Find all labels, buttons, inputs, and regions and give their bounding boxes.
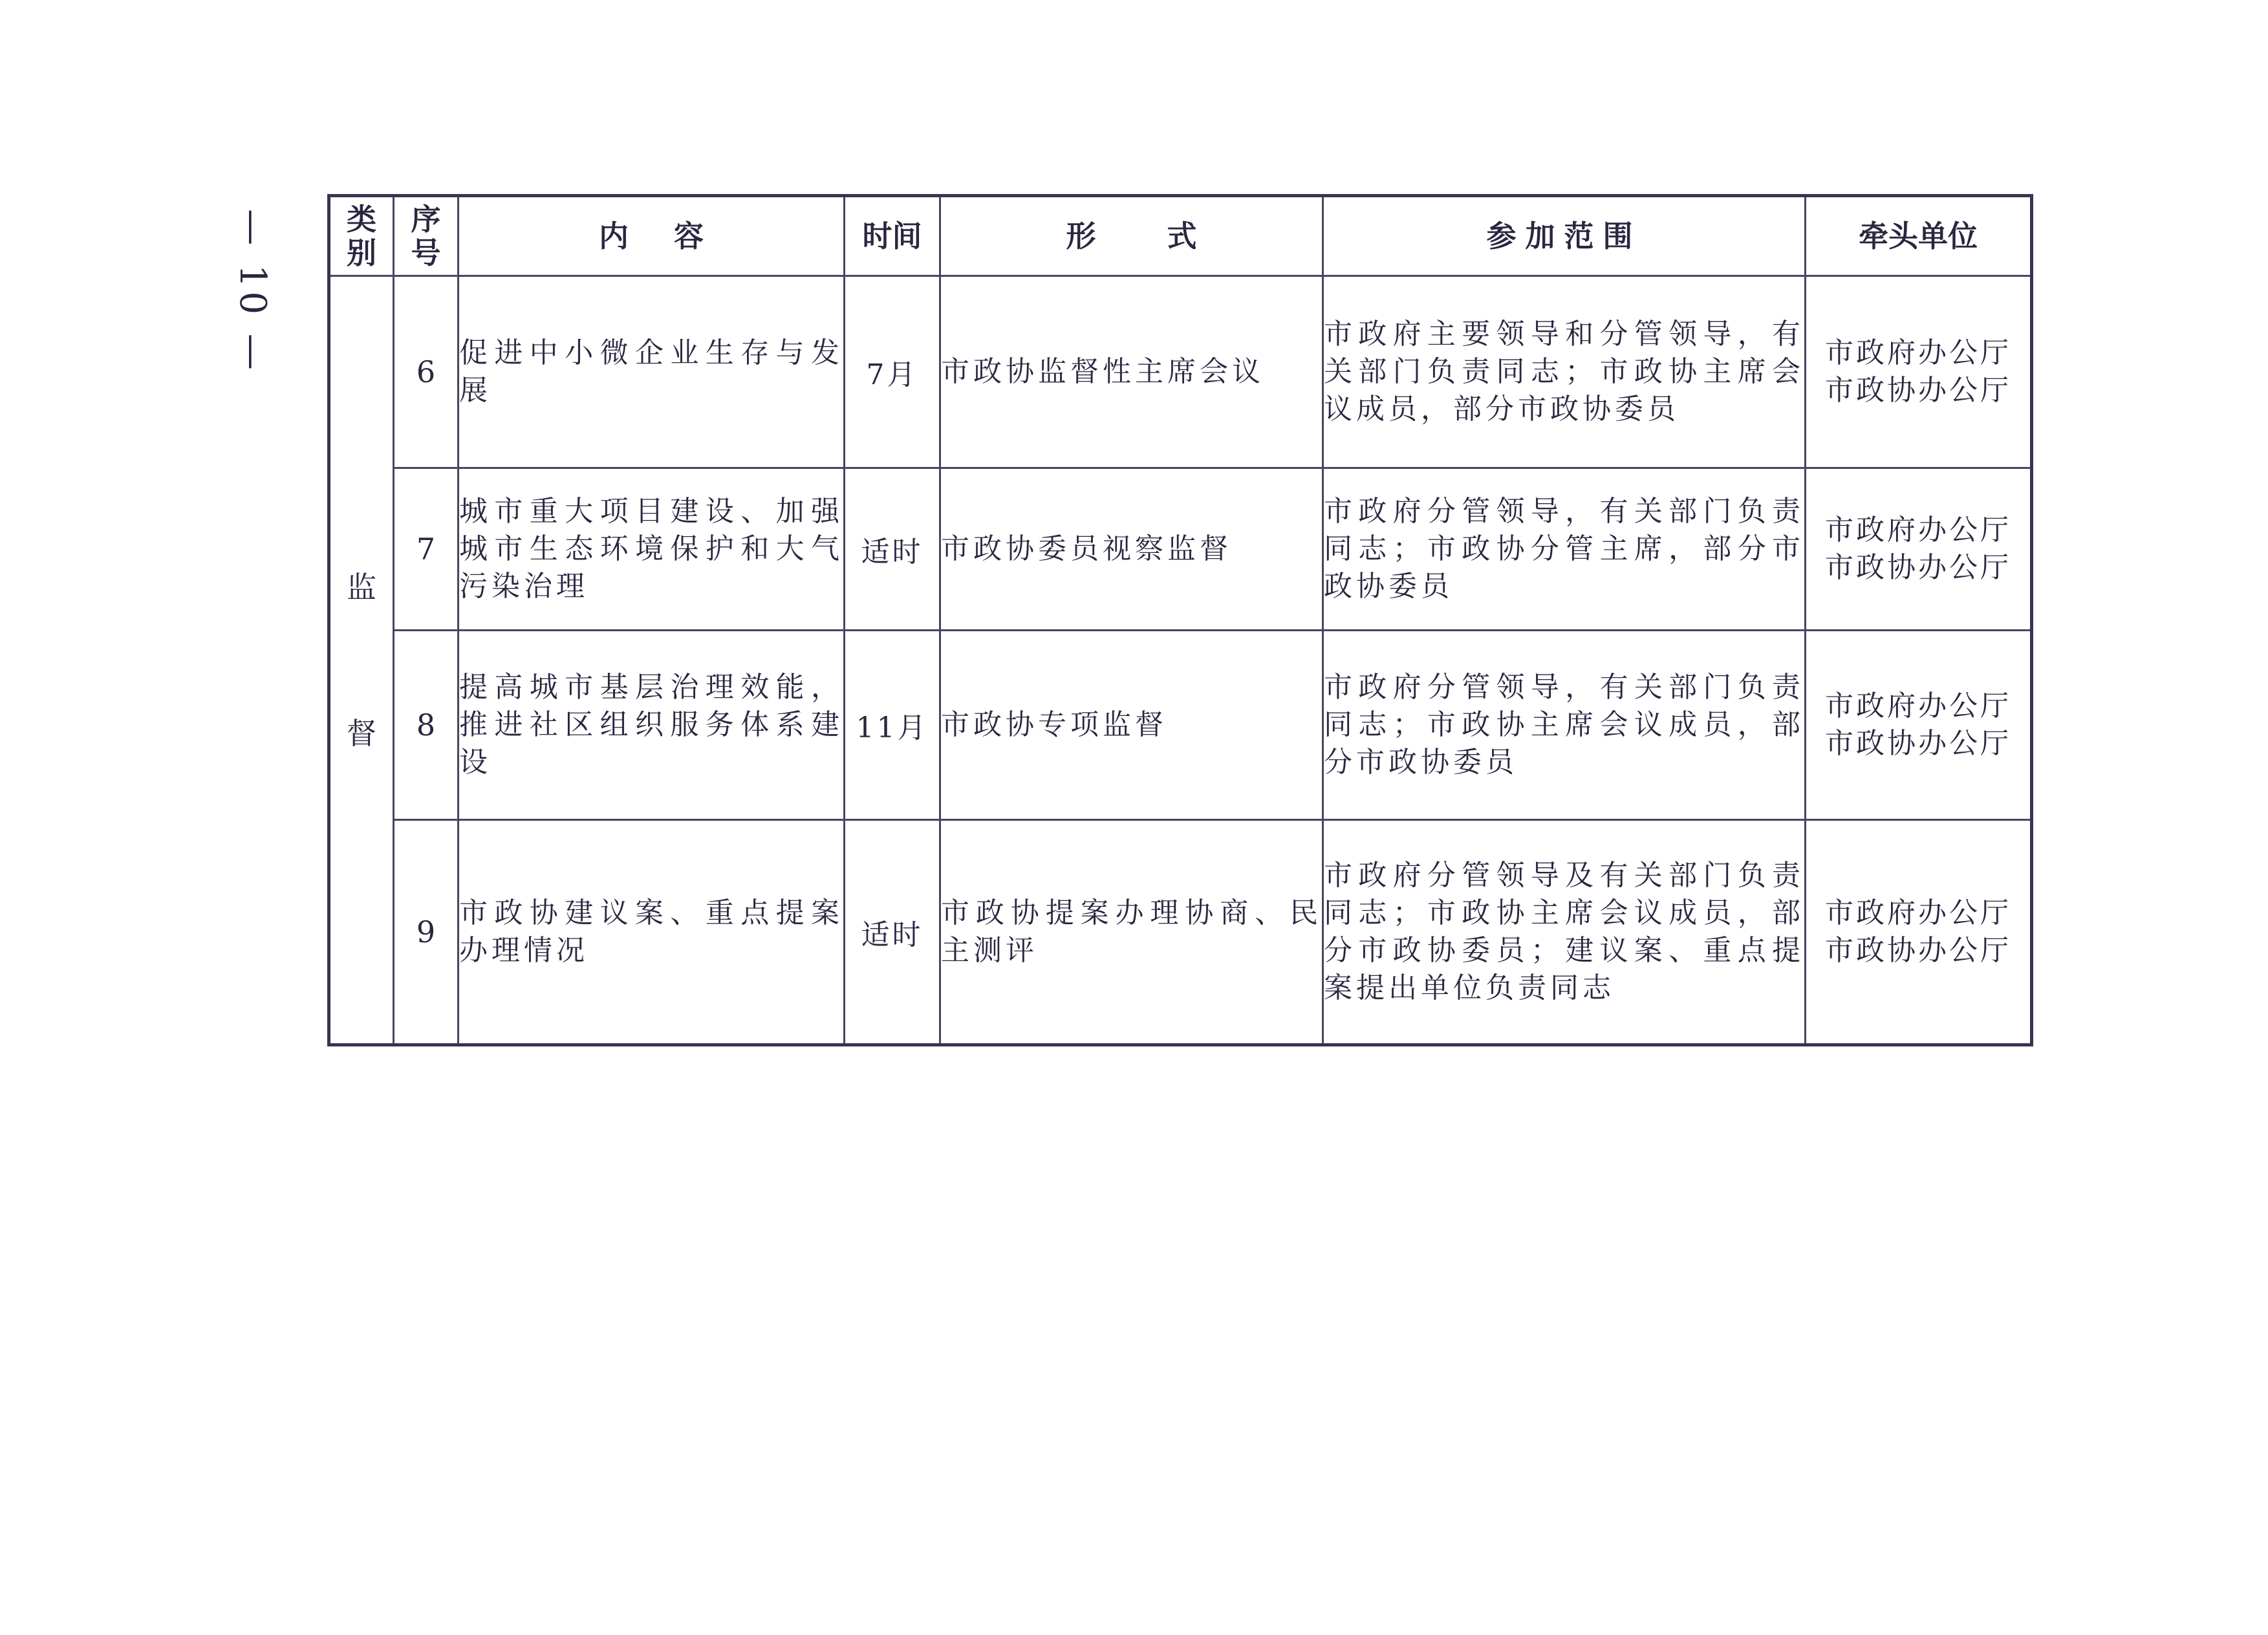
seq-cell: 6 — [394, 276, 459, 468]
time-cell: 11月 — [845, 631, 940, 820]
table-row — [329, 468, 2032, 631]
header-form: 形式 — [940, 196, 1323, 276]
table-header-row — [329, 196, 2032, 276]
lead-cell — [1806, 631, 2032, 820]
header-scope: 参加范围 — [1323, 196, 1806, 276]
header-category: 类别 — [329, 196, 394, 276]
header-content: 内容 — [459, 196, 845, 276]
seq-cell: 9 — [394, 820, 459, 1045]
table-row — [329, 276, 2032, 468]
form-cell: 市政协专项监督 — [940, 631, 1323, 820]
time-cell: 适时 — [845, 468, 940, 631]
seq-cell: 7 — [394, 468, 459, 631]
lead-unit: 市政府办公厅 — [1825, 514, 2011, 547]
page-number — [220, 208, 285, 374]
table-row — [329, 631, 2032, 820]
category-cell — [329, 276, 394, 1045]
lead-cell — [1806, 276, 2032, 468]
lead-unit: 市政协办公厅 — [1825, 551, 2011, 584]
header-time: 时间 — [845, 196, 940, 276]
header-seq: 序号 — [394, 196, 459, 276]
lead-unit: 市政府办公厅 — [1825, 689, 2011, 722]
lead-cell — [1806, 468, 2032, 631]
supervision-plan-table — [327, 194, 2033, 1046]
category-char: 监 — [347, 569, 376, 605]
lead-unit: 市政协办公厅 — [1825, 374, 2011, 407]
time-cell: 适时 — [845, 820, 940, 1045]
page-number-text: — 10 — — [231, 208, 274, 374]
content-cell: 促进中小微企业生存与发展 — [459, 276, 845, 468]
scope-cell: 市政府主要领导和分管领导，有关部门负责同志；市政协主席会议成员，部分市政协委员 — [1323, 276, 1806, 468]
form-cell: 市政协委员视察监督 — [940, 468, 1323, 631]
content-cell: 城市重大项目建设、加强城市生态环境保护和大气污染治理 — [459, 468, 845, 631]
lead-unit: 市政府办公厅 — [1825, 336, 2011, 369]
lead-unit: 市政府办公厅 — [1825, 896, 2011, 929]
header-lead: 牵头单位 — [1806, 196, 2032, 276]
time-cell: 7月 — [845, 276, 940, 468]
category-char: 督 — [347, 715, 376, 751]
content-cell: 提高城市基层治理效能，推进社区组织服务体系建设 — [459, 631, 845, 820]
scope-cell: 市政府分管领导，有关部门负责同志；市政协分管主席，部分市政协委员 — [1323, 468, 1806, 631]
lead-unit: 市政协办公厅 — [1825, 934, 2011, 967]
content-cell: 市政协建议案、重点提案办理情况 — [459, 820, 845, 1045]
lead-unit: 市政协办公厅 — [1825, 727, 2011, 760]
form-cell: 市政协提案办理协商、民主测评 — [940, 820, 1323, 1045]
table-row — [329, 820, 2032, 1045]
lead-cell — [1806, 820, 2032, 1045]
form-cell: 市政协监督性主席会议 — [940, 276, 1323, 468]
seq-cell: 8 — [394, 631, 459, 820]
scope-cell: 市政府分管领导，有关部门负责同志；市政协主席会议成员，部分市政协委员 — [1323, 631, 1806, 820]
scope-cell: 市政府分管领导及有关部门负责同志；市政协主席会议成员，部分市政协委员；建议案、重点提案提出单位负责同志 — [1323, 820, 1806, 1045]
